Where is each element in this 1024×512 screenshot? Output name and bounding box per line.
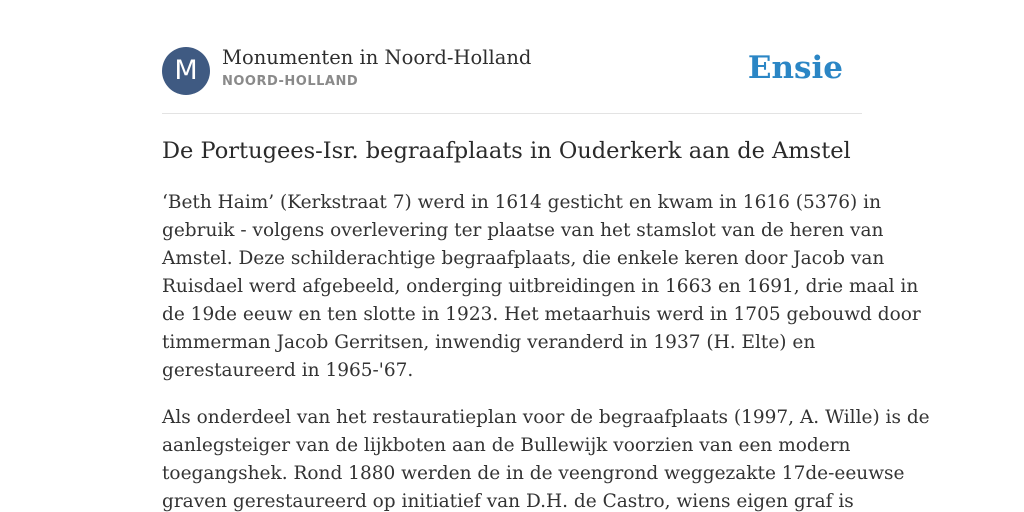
paragraph-line: toegangshek. Rond 1880 werden de in de veengrond weggezakte 17de-eeuwse [162, 463, 905, 484]
avatar[interactable]: M [162, 47, 210, 95]
paragraph-line: Als onderdeel van het restauratieplan voor de begraafplaats (1997, A. Wille) is de [162, 407, 930, 428]
paragraph-line: timmerman Jacob Gerritsen, inwendig veranderd in 1937 (H. Elte) en [162, 332, 816, 353]
source-header [162, 46, 862, 96]
divider [162, 113, 862, 114]
paragraph-line: de 19de eeuw en ten slotte in 1923. Het metaarhuis werd in 1705 gebouwd door [162, 304, 921, 325]
paragraph-line: aanlegsteiger van de lijkboten aan de Bullewijk voorzien van een modern [162, 435, 851, 456]
source-subtitle[interactable]: NOORD-HOLLAND [222, 74, 359, 89]
source-title[interactable]: Monumenten in Noord-Holland [222, 46, 532, 69]
brand-logo[interactable]: Ensie [747, 50, 843, 86]
paragraph-line: ‘Beth Haim’ (Kerkstraat 7) werd in 1614 gesticht en kwam in 1616 (5376) in [162, 192, 881, 213]
article-title: De Portugees-Isr. begraafplaats in Ouderkerk aan de Amstel [162, 138, 851, 164]
paragraph-line: graven gerestaureerd op initiatief van D.H. de Castro, wiens eigen graf is [162, 491, 854, 512]
paragraph-1 [162, 189, 921, 385]
paragraph-line: gebruik - volgens overlevering ter plaatse van het stamslot van de heren van [162, 220, 884, 241]
paragraph-2 [162, 404, 930, 512]
paragraph-line: Amstel. Deze schilderachtige begraafplaats, die enkele keren door Jacob van [162, 248, 885, 269]
paragraph-line: Ruisdael werd afgebeeld, onderging uitbreidingen in 1663 en 1691, drie maal in [162, 276, 919, 297]
paragraph-line: gerestaureerd in 1965-'67. [162, 360, 414, 381]
